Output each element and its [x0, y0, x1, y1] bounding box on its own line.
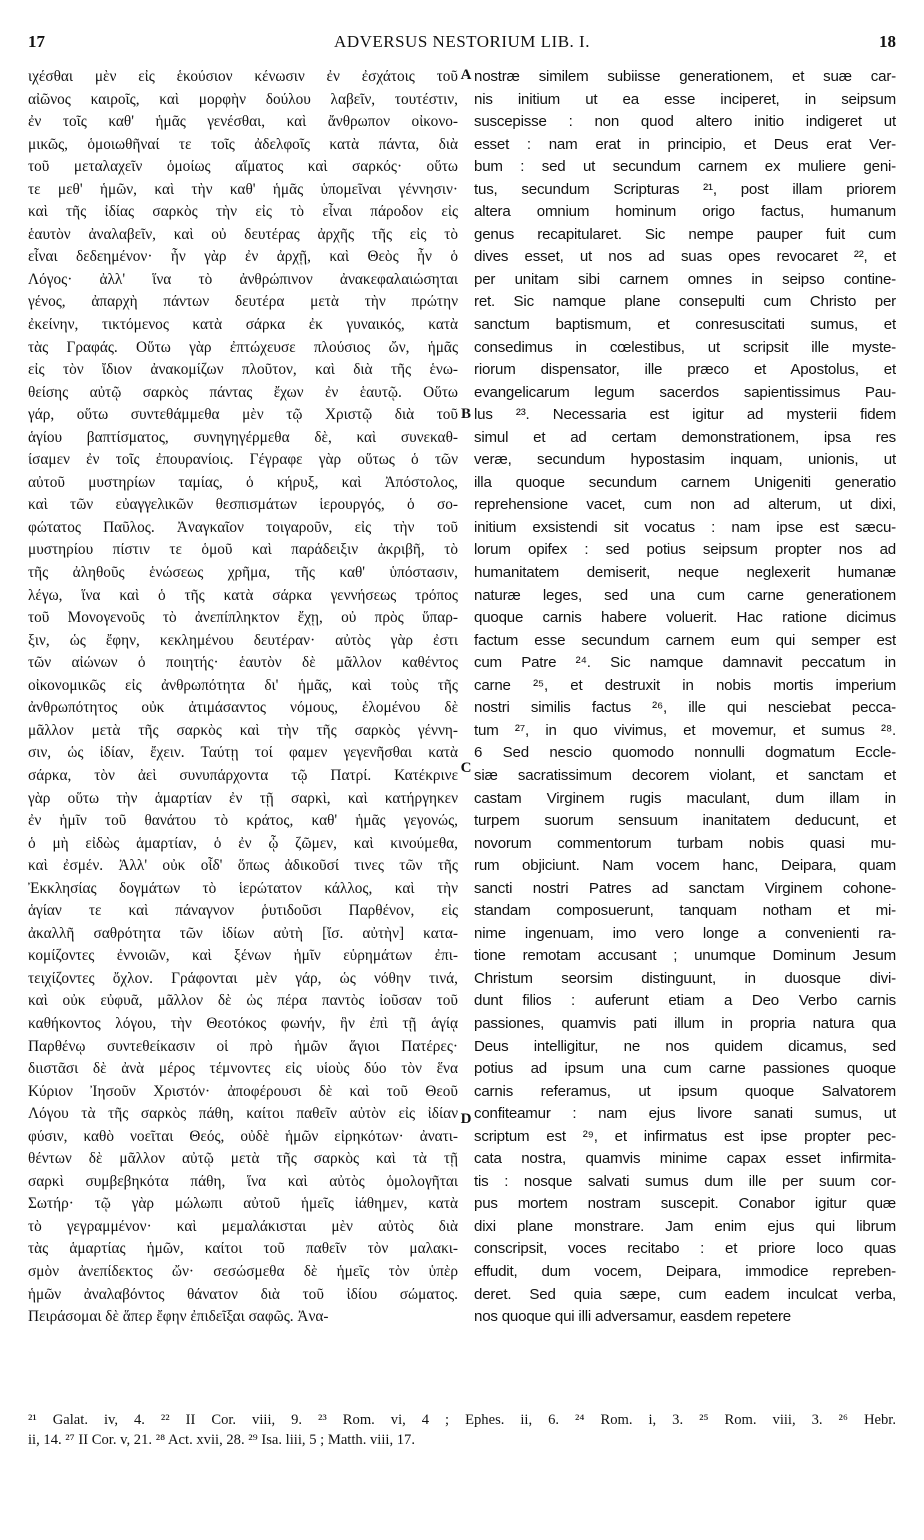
greek-text-line: καὶ ἐσμέν. Ἀλλ' οὐκ οἶδ' ὅπως ἀδικοῦσί τινες τῶν τῆς [28, 857, 458, 875]
greek-text-line: Παρθένῳ συντεθείκασιν οἱ πρὸ ἡμῶν ἅγιοι Πατέρες· [28, 1037, 458, 1055]
greek-text-line: τοῦ Μονογενοῦς τὸ ἀνεπίπληκτον ἔχῃ, οὐ πρὸς ὕπαρ- [28, 609, 458, 627]
greek-text-line: ἀκαλλῆ σαθρότητα τῶν ἰδίων αὐτὴ [ἴσ. αὐτὴν] κατα- [28, 924, 458, 942]
greek-text-line: Λόγος· ἀλλ' ἵνα τὸ ἀνθρώπινον ἀνακεφαλαιώσηται [28, 270, 458, 288]
greek-text-line: ἡμῶν ἀναλαβόντος θάνατον διὰ τοῦ ἰδίου σώματος. [28, 1285, 458, 1303]
greek-text-line: μυστηρίου πίστιν τε ὁμοῦ καὶ παράδειξιν ἀκριβῆ, τὸ [28, 541, 458, 559]
greek-text-line: ἁγίαν τε καὶ πάναγνον ῥυτιδοῦσι Παρθένον, εἰς [28, 902, 458, 920]
running-title: ADVERSUS NESTORIUM LIB. I. [334, 32, 590, 51]
greek-text-line: καθήκοντος λόγου, τὴν Θεοτόκος φωνήν, ἣν ἐπὶ τῇ ἁγίᾳ [28, 1014, 458, 1032]
latin-text-line: standam composuerunt, tanquam notham et mi- [474, 902, 896, 920]
footnotes [28, 1410, 896, 1450]
latin-text-line: nos quoque qui illi adversamur, easdem repetere [474, 1308, 791, 1326]
latin-text-line: pus mortem nostram suscepit. Conabor igitur quæ [474, 1195, 896, 1213]
greek-text-line: διιστᾶσι δὲ ἀνὰ μέρος τέμνοντες εἰς υἱοὺς δύο τὸν ἕνα [28, 1060, 458, 1078]
greek-text-line: φώτατος Παῦλος. Ἀναγκαῖον τοιγαροῦν, εἰς τὴν τοῦ [28, 518, 458, 536]
latin-text-line: scriptum est ²⁹, et infirmatus est ipse propter pec- [474, 1127, 896, 1145]
greek-text-line: γὰρ οὕτω τὴν ἁμαρτίαν ἐν τῇ σαρκὶ, καὶ κατήργηκεν [28, 789, 458, 807]
latin-text-line: tis : nosque salvati sumus dum ille per suum cor- [474, 1172, 896, 1190]
greek-text-line: καὶ οὐκ εὐφυᾶ, μᾶλλον δὲ ὡς πέρα παντὸς ἰοῦσαν τοῦ [28, 992, 458, 1010]
greek-text-line: ιχέσθαι μὲν εἰς ἑκούσιον κένωσιν ἐν ἐσχάτοις τοῦ [28, 68, 458, 85]
greek-text-line: θείσης αὐτῷ σαρκὸς πάντας ἔχων ἐν ἑαυτῷ. Οὕτω [28, 383, 458, 401]
page-header [28, 32, 896, 58]
greek-text-line: μικῶς, ὁμοιωθῆναί τε τοῖς ἀδελφοῖς κατὰ πάντα, διὰ [28, 135, 458, 153]
greek-text-line: ὁ μὴ εἰδὼς ἁμαρτίαν, ὁ ἐν ᾧ ζῶμεν, καὶ κινούμεθα, [28, 834, 458, 852]
latin-text-line: nostræ similem subiisse generationem, et suæ car- [474, 68, 896, 85]
section-marker-d: D [460, 1111, 472, 1127]
greek-text-line: ἑαυτὸν ἀναλαβεῖν, καὶ οὐ δευτέρας ἀρχῆς τῆς εἰς τὸ [28, 225, 458, 243]
latin-text-line: per unitam sibi carnem omnes in seipso contine- [474, 270, 896, 288]
latin-text-line: tione remotam accusant ; unumque Dominum Jesum [474, 947, 896, 965]
greek-text-line: αὐτοῦ μυστηρίων ταμίας, ὁ κήρυξ, καὶ Ἀπόστολος, [28, 473, 458, 491]
latin-text-line: potius ad ipsum una cum carne passiones quoque [474, 1060, 896, 1078]
latin-text-line: effudit, dum vocem, Deipara, immodice repreben- [474, 1262, 896, 1280]
greek-text-line: ἐν ἡμῖν τοῦ θανάτου τὸ κράτος, καθ' ἡμᾶς γεγονώς, [28, 812, 458, 830]
greek-text-line: μᾶλλον μετὰ τῆς σαρκὸς καὶ τὴν τῆς σαρκὸς γέννη- [28, 721, 458, 739]
latin-text-line: nostri similis factus ²⁶, ille qui nesciebat pecca- [474, 699, 896, 717]
greek-text-line: ἁγίου βαπτίσματος, συνηγηγέρμεθα δὲ, καὶ συνεκαθ- [28, 428, 458, 446]
latin-text-line: naturæ leges, sed una cum carne generationem [474, 586, 896, 604]
greek-text-column [28, 66, 458, 1329]
latin-text-line: suscepisse : non quod altero initio indigeret ut [474, 113, 896, 131]
latin-text-line: novorum commentorum turbam nobis quasi mu- [474, 834, 896, 852]
greek-text-line: εἶναι δεδεημένον· ἦν γὰρ ἐν ἀρχῇ, καὶ Θεὸς ἦν ὁ [28, 248, 458, 266]
greek-text-line: Κύριον Ἰησοῦν Χριστόν· ἀποφέρουσι δὲ καὶ τοῦ Θεοῦ [28, 1082, 458, 1100]
latin-text-line: Deus intelligitur, ne nos quidem dicamus, sed [474, 1037, 896, 1055]
greek-text-line: τὰς ἁμαρτίας ἡμῶν, καίτοι τοῦ παθεῖν τὸν μαλακι- [28, 1240, 458, 1258]
latin-text-line: dixi plane monstrare. Jam enim ejus qui librum [474, 1217, 896, 1235]
latin-text-line: factum esse secundum carnem eum qui semper est [474, 631, 896, 649]
latin-text-column [474, 66, 896, 1329]
latin-text-line: Christum seorsim distinguunt, in duosque divi- [474, 969, 896, 987]
latin-text-line: confiteamur : nam ejus livore sanati sumus, ut [474, 1105, 896, 1123]
greek-text-line: τὸ γεγραμμένον· καὶ μεμαλάκισται μὲν αὐτὸς διὰ [28, 1217, 458, 1235]
latin-text-line: humanitatem demiserit, neque neglexerit humanæ [474, 564, 896, 582]
greek-text-line: ἐν τοῖς καθ' ἡμᾶς γενέσθαι, καὶ ἄνθρωπον οἰκονο- [28, 113, 458, 131]
greek-text-line: καὶ τῆς ἰδίας σαρκὸς τὴν εἰς τὸ εἶναι πάροδον εἰς [28, 203, 458, 221]
footnote-line: ii, 14. ²⁷ II Cor. v, 21. ²⁸ Act. xvii, 28. ²⁹ Isa. liii, 5 ; Matth. viii, 17. [28, 1432, 416, 1448]
greek-text-line: εἰς τὸν ἴδιον ἀνακομίζων πλοῦτον, καὶ διὰ τῆς ἑνω- [28, 361, 458, 379]
latin-text-line: dunt filios : auferunt etiam a Deo Verbo carnis [474, 992, 896, 1010]
latin-text-line: conscripsit, voces recitabo : et priore loco quas [474, 1240, 896, 1258]
greek-text-line: φύσιν, καθὸ νοεῖται Θεός, οὐδὲ ἡμῶν εἰρηκότων· ἀνατι- [28, 1127, 458, 1145]
greek-text-line: σμὸν ἀνεπίδεκτος ὤν· σεσώσμεθα δὲ ἡμεῖς τὸν ὑπὲρ [28, 1262, 458, 1280]
greek-text-line: θέντων δὲ μᾶλλον αὐτῷ μετὰ τῆς σαρκὸς καὶ τὰ τῇ [28, 1150, 458, 1168]
latin-text-line: ret. Sic namque plane consepulti cum Christo per [474, 293, 896, 311]
greek-text-line: τειχίζοντες ὄχλον. Γράφονται μὲν γάρ, ὡς νόθην τινά, [28, 969, 458, 987]
greek-text-line: τοῦ μεταλαχεῖν ὁμοίως αἵματος καὶ σαρκός· οὕτω [28, 158, 458, 176]
latin-text-line: cata nostra, quamvis minime capax esset infirmita- [474, 1150, 896, 1168]
latin-text-line: sancti nostri Patres ad sanctam Virginem cohone- [474, 879, 896, 897]
section-marker-b: B [460, 406, 471, 422]
latin-text-line: initium exsistendi sit vocatus : nam ipse est sæcu- [474, 518, 896, 536]
latin-text-line: nime ingenuam, imo vero longe a convenienti ra- [474, 924, 896, 942]
footnote-line: ²¹ Galat. iv, 4. ²² II Cor. viii, 9. ²³ Rom. vi, 4 ; Ephes. ii, 6. ²⁴ Rom. i, 3. ²⁵ Rom. viii, 3. ²⁶ Hebr. [28, 1412, 896, 1428]
greek-text-line: κομίζοντες ἐννοιῶν, καὶ ξένων ἡμῖν εὑρημάτων ἐπι- [28, 947, 458, 965]
latin-text-line: rum objiciunt. Nam vocem hanc, Deipara, quam [474, 857, 896, 875]
section-marker-a: A [460, 67, 472, 83]
greek-text-line: σάρκα, τὸν ἀεὶ συνυπάρχοντα τῷ Πατρί. Κατέκρινε [28, 766, 458, 784]
greek-text-line: γένος, ἀπαρχὴ πάντων δευτέρα μετὰ τὴν πρώτην [28, 293, 458, 311]
greek-text-line: οἰκονομικῶς εἰς ἀνθρωπότητα δι' ἡμᾶς, καὶ τοὺς τῆς [28, 676, 458, 694]
greek-text-line: σιν, ὡς ἰδίαν, ἔχειν. Ταύτῃ τοί φαμεν γεγενῆσθαι κατὰ [28, 744, 458, 762]
page-number-left: 17 [28, 32, 45, 51]
latin-text-line: tum ²⁷, in quo vivimus, et movemur, et sumus ²⁸. [474, 721, 896, 739]
latin-text-line: carne ²⁵, et destruxit in nobis mortis imperium [474, 676, 896, 694]
greek-text-line: Ἐκκλησίας δογμάτων τὸ ἱερώτατον κάλλος, καὶ τὴν [28, 879, 458, 897]
latin-text-line: passiones, quamvis pati illum in propria natura qua [474, 1014, 896, 1032]
greek-text-line: τῶν αἰώνων ὁ ποιητής· ἑαυτὸν δὲ μᾶλλον καθέντος [28, 654, 458, 672]
greek-text-line: ἐκείνην, τικτόμενος κατὰ σάρκα ἐκ γυναικός, κατὰ [28, 316, 458, 334]
greek-text-line: Σωτήρ· τῷ γὰρ μώλωπι αὐτοῦ ἡμεῖς ἰάθημεν, κατὰ [28, 1195, 458, 1213]
latin-text-line: nis initium ut ea esse inciperet, in seipsum [474, 90, 896, 108]
latin-text-line: siæ sacratissimum decorem violant, et sanctam et [474, 766, 896, 784]
greek-text-line: ξιν, ὡς ἔφην, κεκλημένου δευτέραν· αὐτὸς γὰρ ἐστι [28, 631, 458, 649]
latin-text-line: sanctum baptismum, et conresuscitati sumus, et [474, 316, 896, 334]
latin-text-line: dives esset, ut nos ad suas opes revocaret ²², et [474, 248, 896, 266]
latin-text-line: veræ, secundum hypostasim inquam, unionis, ut [474, 451, 896, 469]
section-marker-c: C [460, 760, 472, 776]
page-number-right: 18 [879, 32, 896, 51]
greek-text-line: τὰς Γραφάς. Οὕτω γὰρ ἐπτώχευσε πλούσιος ὤν, ἡμᾶς [28, 338, 458, 356]
latin-text-line: tus, secundum Scripturas ²¹, post illam priorem [474, 180, 896, 198]
latin-text-line: altera omnium hominum origo factus, humanum [474, 203, 896, 221]
latin-text-line: lus ²³. Necessaria est igitur ad mysterii fidem [474, 406, 896, 424]
greek-text-line: Πειράσομαι δὲ ἅπερ ἔφην ἐπιδεῖξαι σαφῶς. Ἀνα- [28, 1308, 329, 1326]
greek-text-line: αἰῶνος καιροῖς, καὶ μορφὴν δούλου λαβεῖν, τουτέστιν, [28, 90, 458, 108]
latin-text-line: simul et ad certam demonstrationem, ipsa res [474, 428, 896, 446]
greek-text-line: λέγω, ἵνα καὶ ὁ τῆς κατὰ σάρκα γεννήσεως τρόπος [28, 586, 458, 604]
greek-text-line: καὶ τῶν εὐαγγελικῶν θεσπισμάτων ἱερουργός, ὁ σο- [28, 496, 458, 514]
latin-text-line: bum : sed ut secundum carnem ex muliere geni- [474, 158, 896, 176]
latin-text-line: reprehensione vacet, cum non ad alterum, ut dixi, [474, 496, 896, 514]
greek-text-line: γάρ, οὕτω συντεθάμμεθα μὲν τῷ Χριστῷ διὰ τοῦ [28, 406, 458, 424]
latin-text-line: illa quoque secundum carnem Unigeniti generatio [474, 473, 896, 491]
greek-text-line: ἀνθρωπότητος οὐκ ἀτιμάσαντος νόμους, ἑλομένου δὲ [28, 699, 458, 717]
greek-text-line: σαρκὶ συμβεβηκότα πάθη, ἵνα καὶ αὐτὸς ὁμολογῆται [28, 1172, 458, 1190]
latin-text-line: evangelicarum legum sacerdos sapientissimus Pau- [474, 383, 896, 401]
latin-text-line: lorum opifex : sed potius seipsum propter nos ad [474, 541, 896, 559]
latin-text-line: genus recapitularet. Sic nempe pauper fuit cum [474, 225, 896, 243]
latin-text-line: esset : nam erat in principio, et Deus erat Ver- [474, 135, 896, 153]
greek-text-line: τε μεθ' ἡμῶν, καὶ τὴν καθ' ἡμᾶς ὑπομεῖναι γέννησιν· [28, 180, 458, 198]
latin-text-line: cum Patre ²⁴. Sic namque damnavit peccatum in [474, 654, 896, 672]
greek-text-line: τῆς ἀληθοῦς ἑνώσεως χρῆμα, τῆς καθ' ὑπόστασιν, [28, 564, 458, 582]
latin-text-line: deret. Sed quia sæpe, cum eadem inculcat verba, [474, 1285, 896, 1303]
latin-text-line: turpem suorum sensuum inanitatem deducunt, et [474, 812, 896, 830]
latin-text-line: riorum dispensator, ille præco et Apostolus, et [474, 361, 896, 379]
latin-text-line: 6 Sed nescio quomodo nonnulli dogmatum Eccle- [474, 744, 896, 762]
latin-text-line: quoque carnis habere voluerit. Hac ratione dicimus [474, 609, 896, 627]
latin-text-line: consedimus in cœlestibus, ut scripsit ille myste- [474, 338, 896, 356]
greek-text-line: ίσαμεν ἐν τοῖς ἐπουρανίοις. Γέγραφε γὰρ οὕτως ὁ τῶν [28, 451, 458, 469]
latin-text-line: castam Virginem rugis maculant, dum illam in [474, 789, 896, 807]
latin-text-line: carnis referamus, ut ipsum quoque Salvatorem [474, 1082, 896, 1100]
greek-text-line: Λόγου τὰ τῆς σαρκὸς πάθη, καίτοι παθεῖν αὐτὸν εἰς ἰδίαν [28, 1105, 458, 1123]
